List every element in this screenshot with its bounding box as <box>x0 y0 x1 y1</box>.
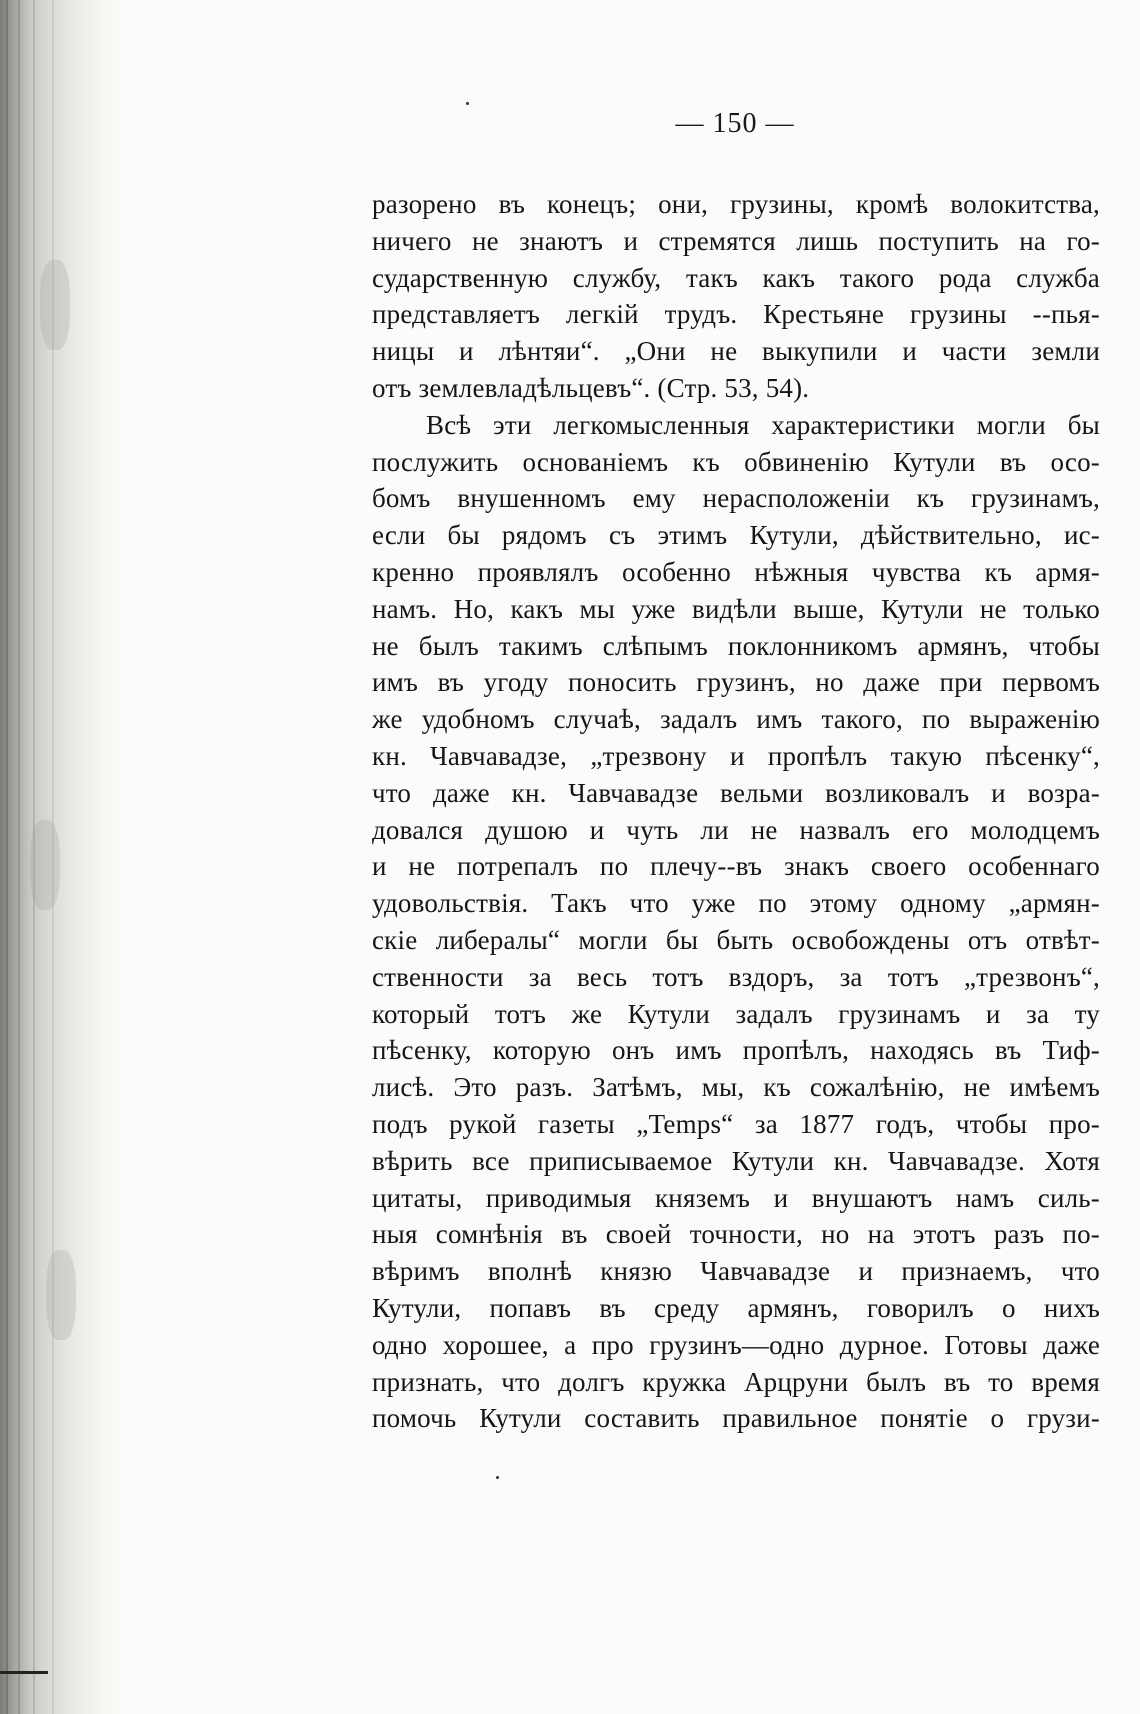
body-text <box>372 186 1100 1437</box>
text-line: отъ землевладѣльцевъ“. (Стр. 53, 54). <box>372 372 810 403</box>
text-line: пѣсенку, которую онъ имъ пропѣлъ, находясь въ Тиф- <box>372 1035 1100 1066</box>
text-line: вѣрить все приписываемое Кутули кн. Чавчавадзе. Хотя <box>372 1145 1100 1176</box>
text-line: ственности за весь тотъ вздоръ, за тотъ „трезвонъ“, <box>372 961 1100 992</box>
text-line: лисѣ. Это разъ. Затѣмъ, мы, къ сожалѣнію, не имѣемъ <box>372 1072 1100 1103</box>
text-line: послужить основаніемъ къ обвиненію Кутули въ осо- <box>372 446 1100 477</box>
text-line: довался душою и чуть ли не назвалъ его молодцемъ <box>372 814 1100 845</box>
text-line: сударственную службу, такъ какъ такого рода служба <box>372 262 1100 293</box>
page-number: — 150 — <box>675 108 795 139</box>
gutter-stain <box>30 820 60 910</box>
text-line: же удобномъ случаѣ, задалъ имъ такого, по выраженію <box>372 704 1100 735</box>
gutter-streak <box>18 0 20 1714</box>
text-line: скіе либералы“ могли бы быть освобождены отъ отвѣт- <box>372 924 1100 955</box>
text-line: имъ въ угоду поносить грузинъ, но даже при первомъ <box>372 667 1100 698</box>
text-line: намъ. Но, какъ мы уже видѣли выше, Кутули не только <box>372 593 1100 624</box>
text-line: что даже кн. Чавчавадзе вельми возликовалъ и возра- <box>372 777 1100 808</box>
gutter-streak <box>6 0 8 1714</box>
text-line: Всѣ эти легкомысленныя характеристики могли бы <box>426 409 1100 440</box>
text-line: вѣримъ вполнѣ князю Чавчавадзе и признаемъ, что <box>372 1256 1100 1287</box>
text-line: бомъ внушенномъ ему нерасположеніи къ грузинамъ, <box>372 483 1100 514</box>
text-line: представляетъ легкій трудъ. Крестьяне грузины --пья- <box>372 299 1100 330</box>
scan-speck <box>496 1476 499 1479</box>
scan-speck <box>466 102 469 105</box>
text-line: признать, что долгъ кружка Арцруни былъ въ то время <box>372 1366 1100 1397</box>
text-line: разорено въ конецъ; они, грузины, кромѣ волокитства, <box>372 189 1100 219</box>
text-line: кн. Чавчавадзе, „трезвону и пропѣлъ такую пѣсенку“, <box>372 740 1100 771</box>
text-line: цитаты, приводимыя княземъ и внушаютъ намъ силь- <box>372 1182 1100 1213</box>
paragraph <box>372 407 1100 1437</box>
text-line: ницы и лѣнтяи“. „Они не выкупили и части земли <box>372 336 1100 367</box>
text-line: Кутули, попавъ въ среду армянъ, говорилъ о нихъ <box>372 1292 1100 1323</box>
text-line: если бы рядомъ съ этимъ Кутули, дѣйствительно, ис- <box>372 520 1100 551</box>
text-line: одно хорошее, а про грузинъ—одно дурное. Готовы даже <box>372 1329 1100 1360</box>
page-gutter-shadow <box>0 0 120 1714</box>
gutter-base-line <box>0 1671 48 1674</box>
text-line: который тотъ же Кутули задалъ грузинамъ и за ту <box>372 998 1100 1029</box>
text-line: кренно проявлялъ особенно нѣжныя чувства къ армя- <box>372 556 1100 587</box>
text-line: не былъ такимъ слѣпымъ поклонникомъ армянъ, чтобы <box>372 630 1100 661</box>
text-line: и не потрепалъ по плечу--въ знакъ своего особеннаго <box>372 851 1100 882</box>
paragraph <box>372 186 1100 407</box>
text-line: ничего не знаютъ и стремятся лишь поступить на го- <box>372 225 1100 256</box>
text-line: помочь Кутули составить правильное понятіе о грузи- <box>372 1403 1100 1434</box>
text-line: удовольствія. Такъ что уже по этому одному „армян- <box>372 888 1100 919</box>
gutter-stain <box>40 260 70 350</box>
text-line: подъ рукой газеты „Temps“ за 1877 годъ, чтобы про- <box>372 1108 1100 1139</box>
gutter-stain <box>46 1250 76 1340</box>
text-line: ныя сомнѣнія въ своей точности, но на этотъ разъ по- <box>372 1219 1100 1250</box>
